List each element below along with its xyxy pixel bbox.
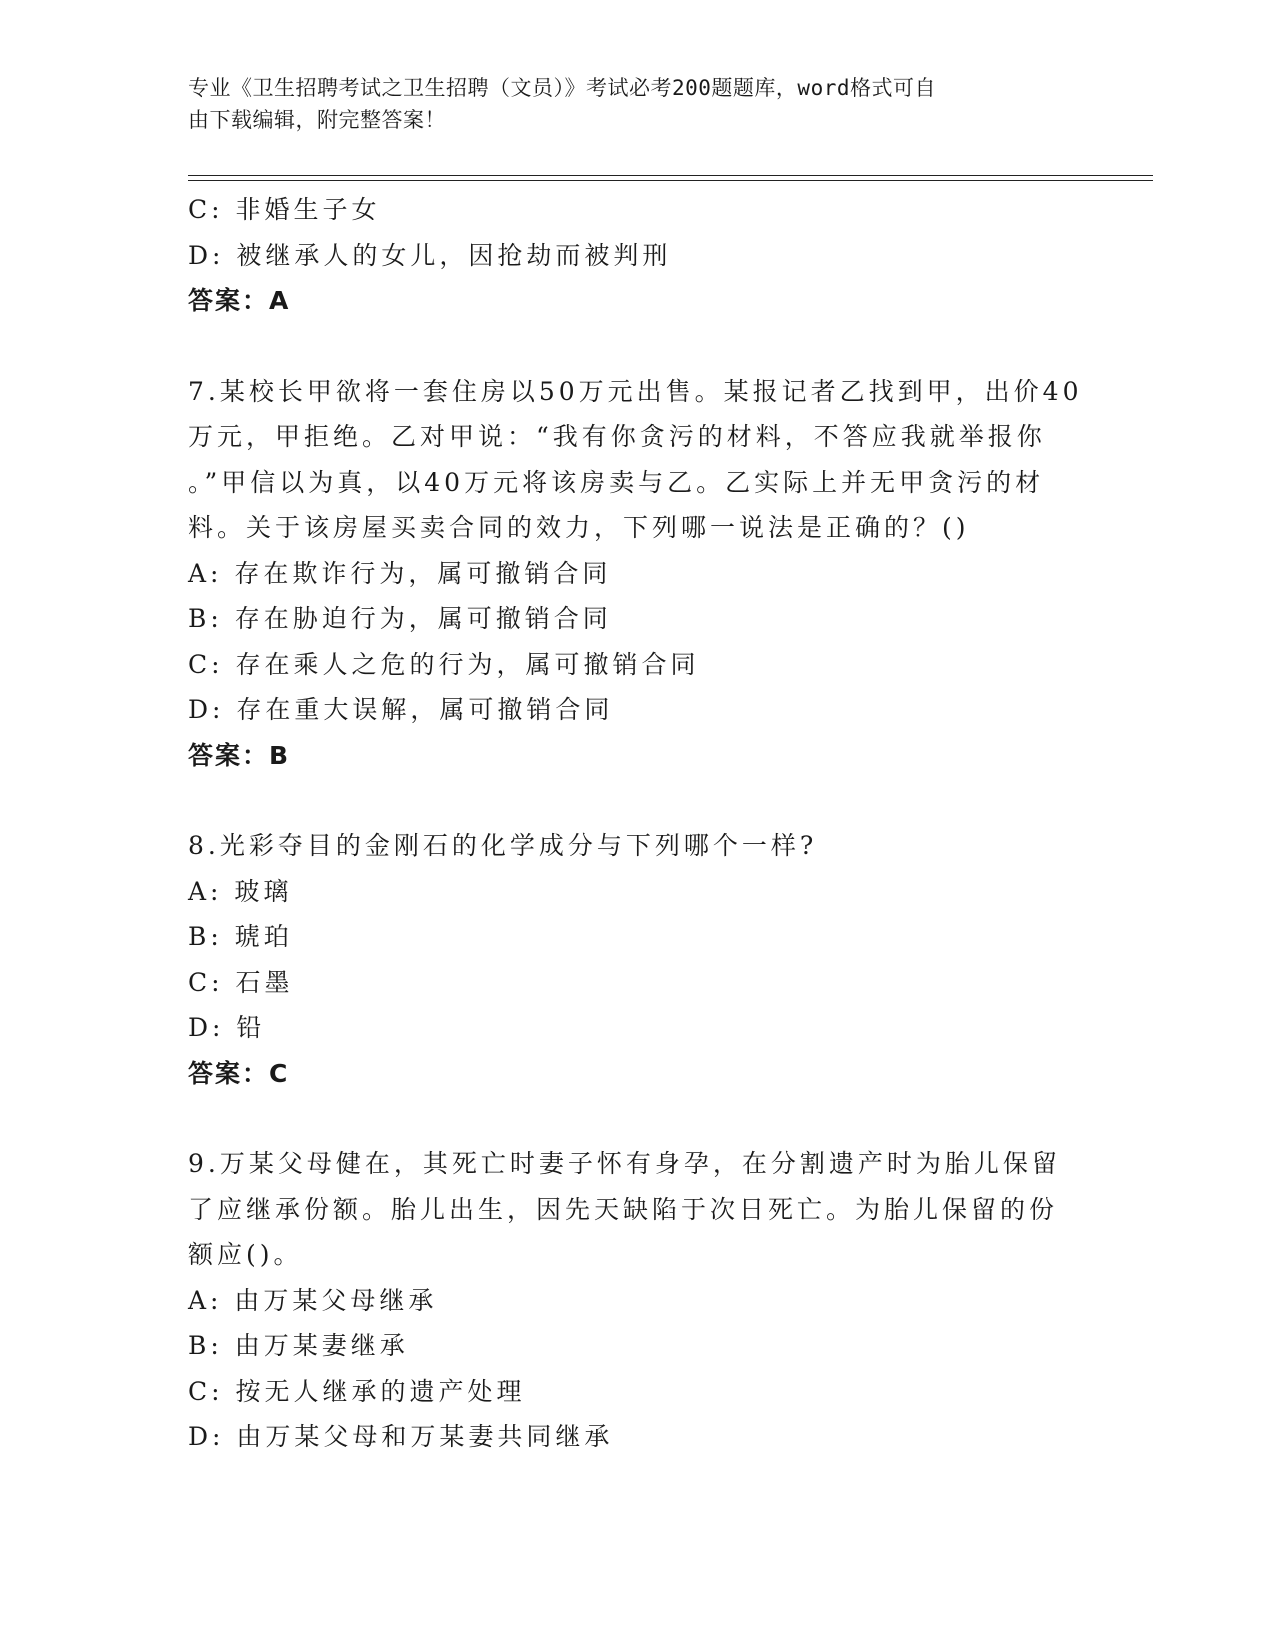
- option-d: D: 由万某父母和万某妻共同继承: [188, 1422, 614, 1451]
- question-stem-line: 9.万某父母健在，其死亡时妻子怀有身孕，在分割遗产时为胎儿保留: [188, 1149, 1061, 1178]
- answer-line: 答案：A: [188, 286, 291, 315]
- header-divider-bottom: [188, 180, 1153, 181]
- spacer: [188, 778, 1088, 823]
- question-stem-line: 7.某校长甲欲将一套住房以50万元出售。某报记者乙找到甲，出价40: [188, 376, 1083, 406]
- header-divider-top: [188, 175, 1153, 176]
- option-c: C: 按无人继承的遗产处理: [188, 1376, 526, 1406]
- document-header: [188, 72, 1068, 136]
- option-b: B: 存在胁迫行为，属可撤销合同: [188, 604, 612, 633]
- prev-question-block: [188, 187, 1088, 324]
- header-line-2: 由下载编辑，附完整答案！: [188, 108, 446, 132]
- option-d: D: 存在重大误解，属可撤销合同: [188, 695, 614, 724]
- option-d: D: 被继承人的女儿，因抢劫而被判刑: [188, 240, 672, 270]
- option-c: C: 石墨: [188, 967, 294, 997]
- question-8-block: [188, 823, 1088, 1096]
- header-line-1: 专业《卫生招聘考试之卫生招聘（文员）》考试必考200题题库，word格式可自: [188, 76, 936, 100]
- question-stem-line: 料。关于该房屋买卖合同的效力，下列哪一说法是正确的？(): [188, 513, 970, 542]
- spacer: [188, 324, 1088, 369]
- answer-line: 答案：C: [188, 1058, 290, 1088]
- question-stem-line: 。”甲信以为真，以40万元将该房卖与乙。乙实际上并无甲贪污的材: [188, 467, 1045, 497]
- option-d: D: 铅: [188, 1013, 266, 1042]
- option-a: A: 玻璃: [188, 876, 293, 906]
- option-c: C: 存在乘人之危的行为，属可撤销合同: [188, 649, 700, 679]
- question-7-block: [188, 369, 1088, 779]
- option-c: C: 非婚生子女: [188, 195, 381, 224]
- question-stem-line: 额应()。: [188, 1240, 303, 1269]
- question-stem-line: 8.光彩夺目的金刚石的化学成分与下列哪个一样?: [188, 831, 818, 860]
- question-content: [188, 187, 1088, 1460]
- option-b: B: 琥珀: [188, 922, 293, 951]
- question-9-block: [188, 1141, 1088, 1460]
- spacer: [188, 1096, 1088, 1141]
- question-stem-line: 万元，甲拒绝。乙对甲说：“我有你贪污的材料，不答应我就举报你: [188, 422, 1046, 451]
- option-b: B: 由万某妻继承: [188, 1331, 409, 1360]
- answer-line: 答案：B: [188, 740, 291, 770]
- question-stem-line: 了应继承份额。胎儿出生，因先天缺陷于次日死亡。为胎儿保留的份: [188, 1194, 1059, 1224]
- option-a: A: 存在欺诈行为，属可撤销合同: [188, 558, 612, 588]
- option-a: A: 由万某父母继承: [188, 1285, 438, 1315]
